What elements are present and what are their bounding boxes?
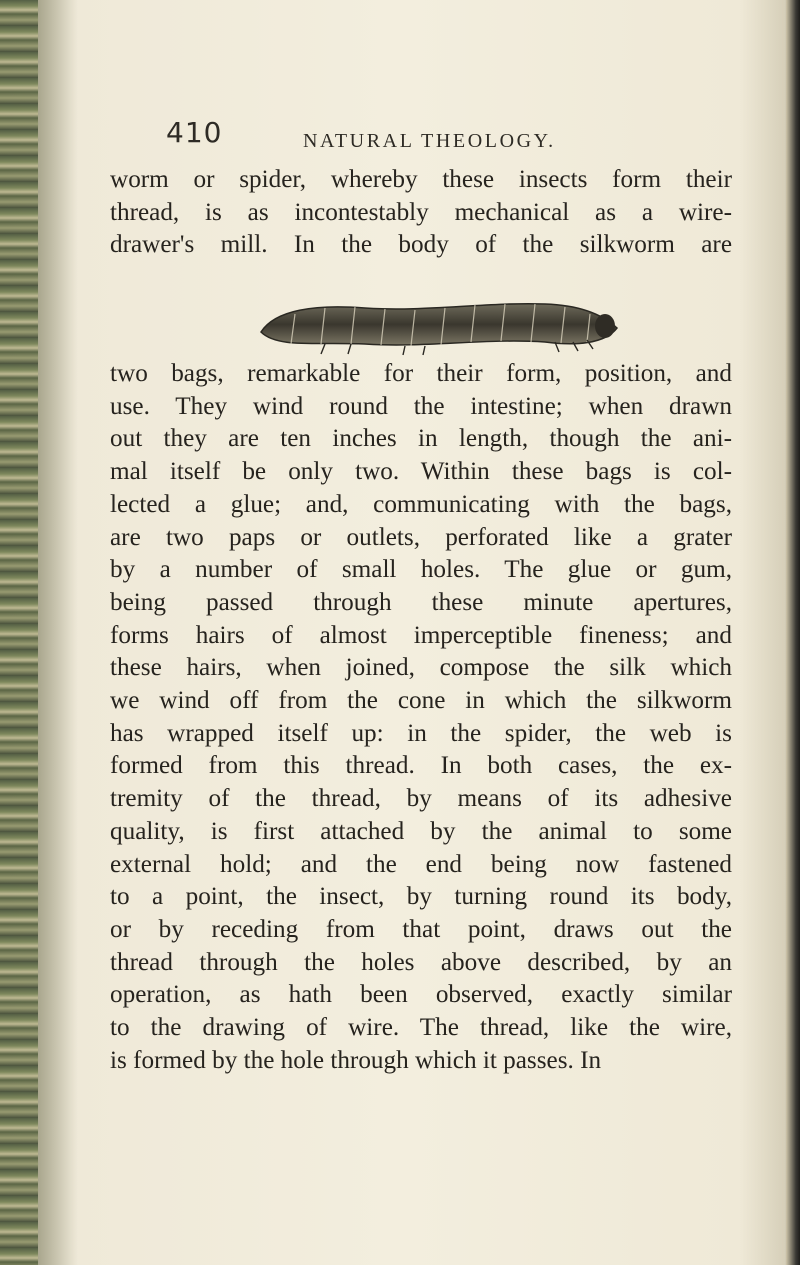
silkworm-illustration — [255, 292, 625, 356]
text-line: to a point, the insect, by turning round its body, — [110, 883, 732, 911]
text-line: mal itself be only two. Within these bags is col- — [110, 458, 732, 486]
running-head: NATURAL THEOLOGY. — [303, 130, 556, 152]
text-line: to the drawing of wire. The thread, like the wire, — [110, 1014, 732, 1042]
text-line: use. They wind round the intestine; when drawn — [110, 392, 732, 420]
text-line: has wrapped itself up: in the spider, the web is — [110, 719, 732, 747]
text-line: drawer's mill. In the body of the silkworm are — [110, 231, 732, 259]
book-binding — [0, 0, 38, 1265]
text-line: being passed through these minute apertures, — [110, 588, 732, 616]
text-line: quality, is first attached by the animal to some — [110, 817, 732, 845]
text-line: out they are ten inches in length, though the ani- — [110, 425, 732, 453]
text-line: formed from this thread. In both cases, the ex- — [110, 752, 732, 780]
page-edge — [786, 0, 800, 1265]
text-line: we wind off from the cone in which the silkworm — [110, 687, 732, 715]
text-line: are two paps or outlets, perforated like a grater — [110, 523, 732, 551]
gutter-shadow — [38, 0, 78, 1265]
text-line: external hold; and the end being now fastened — [110, 850, 732, 878]
text-block-top — [110, 164, 732, 262]
text-line: or by receding from that point, draws out the — [110, 915, 732, 943]
text-line: lected a glue; and, communicating with the bags, — [110, 490, 732, 518]
text-block-bottom — [110, 358, 732, 1077]
page-header — [150, 116, 710, 162]
text-line: forms hairs of almost imperceptible fineness; and — [110, 621, 732, 649]
silkworm-engraving-icon — [255, 292, 625, 356]
text-line: worm or spider, whereby these insects form their — [110, 166, 732, 193]
text-line: these hairs, when joined, compose the silk which — [110, 654, 732, 682]
text-line: tremity of the thread, by means of its adhesive — [110, 785, 732, 813]
page-number: 410 — [166, 116, 223, 149]
text-line: thread through the holes above described, by an — [110, 948, 732, 976]
text-line: by a number of small holes. The glue or gum, — [110, 556, 732, 584]
text-line: is formed by the hole through which it passes. In — [110, 1046, 602, 1074]
text-line: thread, is as incontestably mechanical as a wire- — [110, 198, 732, 226]
text-line: operation, as hath been observed, exactly similar — [110, 981, 732, 1009]
text-line: two bags, remarkable for their form, position, and — [110, 360, 732, 387]
